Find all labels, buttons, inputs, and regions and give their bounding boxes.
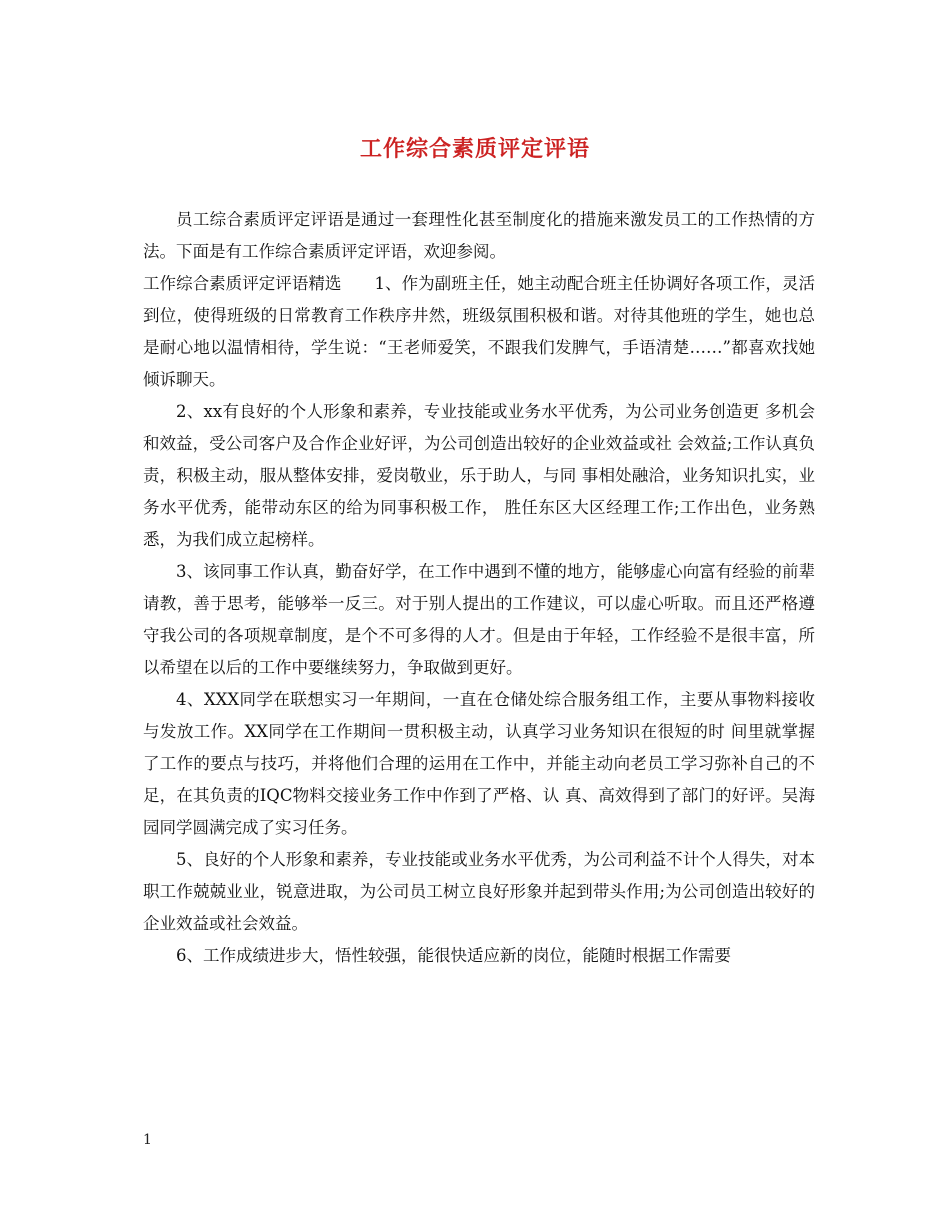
paragraph-2: 2、xx有良好的个人形象和素养，专业技能或业务水平优秀，为公司业务创造更 多机会和效益，受公司客户及合作企业好评，为公司创造出较好的企业效益或社 会效益;工作认真负责，积极主动，服从整体安排，爱岗敬业，乐于助人，与同 事相处融洽，业务知识扎实，业务水平优秀，能带动东区的给为同事积极工作， 胜任东区大区经理工作;工作出色，业务熟悉，为我们成立起榜样。 [143, 402, 815, 549]
page-number: 1 [143, 1132, 152, 1148]
intro-paragraph: 员工综合素质评定评语是通过一套理性化甚至制度化的措施来激发员工的工作热情的方法。下面是有工作综合素质评定评语，欢迎参阅。 [143, 210, 815, 261]
paragraph-3: 3、该同事工作认真，勤奋好学，在工作中遇到不懂的地方，能够虚心向富有经验的前辈请教，善于思考，能够举一反三。对于别人提出的工作建议，可以虚心听取。而且还严格遵守我公司的各项规章制度，是个不可多得的人才。但是由于年轻，工作经验不是很丰富，所以希望在以后的工作中要继续努力，争取做到更好。 [143, 562, 815, 677]
paragraph-1: 工作综合素质评定评语精选 1、作为副班主任，她主动配合班主任协调好各项工作，灵活到位，使得班级的日常教育工作秩序井然，班级氛围积极和谐。对待其他班的学生，她也总是耐心地以温情相待，学生说：“王老师爱笑，不跟我们发脾气，手语清楚……”都喜欢找她倾诉聊天。 [143, 274, 815, 389]
paragraph-4: 4、XXX同学在联想实习一年期间，一直在仓储处综合服务组工作，主要从事物料接收与发放工作。XX同学在工作期间一贯积极主动，认真学习业务知识在很短的时 间里就掌握 了工作的要点与技巧，并将他们合理的运用在工作中，并能主动向老员工学习弥补自己的不足，在其负责的IQC物料交接业务工作中作到了严格、认 真、高效得到了部门的好评。吴海园同学圆满完成了实习任务。 [143, 690, 832, 837]
paragraph-6: 6、工作成绩进步大，悟性较强，能很快适应新的岗位，能随时根据工作需要 [176, 946, 731, 965]
document-title: 工作综合素质评定评语 [359, 136, 590, 162]
document-body [143, 204, 832, 972]
paragraph-5: 5、良好的个人形象和素养，专业技能或业务水平优秀，为公司利益不计个人得失，对本职工作兢兢业业，锐意进取，为公司员工树立良好形象并起到带头作用;为公司创造出较好的企业效益或社会效益。 [143, 850, 815, 933]
